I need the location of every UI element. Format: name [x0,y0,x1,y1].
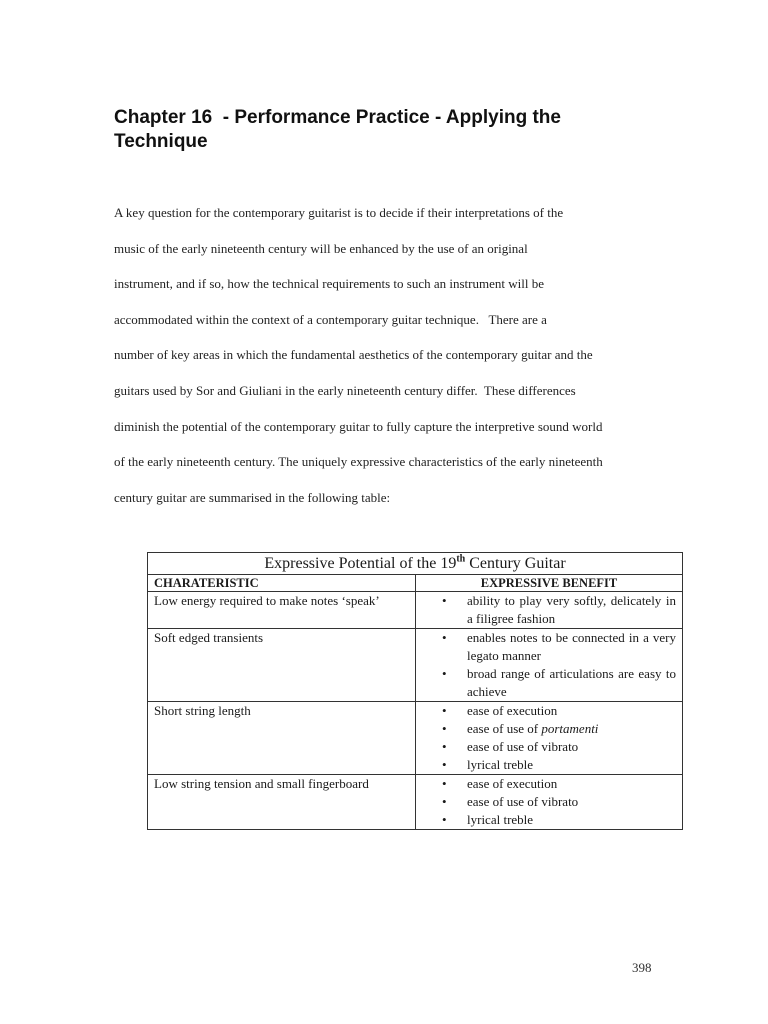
benefit-cell [416,629,683,702]
page-number: 398 [632,960,652,975]
table-row [148,629,683,702]
paragraph-line: music of the early nineteenth century will be enhanced by the use of an original [114,240,528,256]
benefit-list [422,702,676,774]
column-header-characteristic: CHARATERISTIC [148,575,416,592]
chapter-heading [114,106,674,154]
benefit-list [422,629,676,701]
benefit-item: • ability to play very softly, delicately in a filigree fashion [442,593,677,626]
bullet-icon: • [442,666,447,681]
benefit-cell [416,592,683,629]
paragraph-line: guitars used by Sor and Giuliani in the early nineteenth century differ. These differences [114,382,576,398]
benefit-item: • ease of execution [442,703,558,718]
table-header-row [148,575,683,592]
bullet-icon: • [442,794,447,809]
benefit-item: • ease of use of vibrato [442,739,579,754]
table-row [148,592,683,629]
characteristic-cell: Low energy required to make notes ‘speak’ [148,592,416,629]
bullet-icon: • [442,757,447,772]
benefit-cell [416,702,683,775]
benefit-list [422,592,676,628]
expressive-potential-table [147,552,683,830]
benefit-item: • ease of execution [442,776,558,791]
paragraph-line: of the early nineteenth century. The uniquely expressive characteristics of the early nineteenth [114,454,603,470]
paragraph-line: century guitar are summarised in the following table: [114,489,391,505]
benefit-list [422,775,676,829]
benefit-item: • broad range of articulations are easy to achieve [442,666,677,699]
paragraph-line: number of key areas in which the fundamental aesthetics of the contemporary guitar and the [114,347,593,363]
benefit-cell [416,775,683,830]
bullet-icon: • [442,776,447,791]
bullet-icon: • [442,630,447,645]
bullet-icon: • [442,703,447,718]
column-header-expressive-benefit: EXPRESSIVE BENEFIT [416,575,683,592]
benefit-item: • ease of use of portamenti [442,721,599,736]
table-title-text-end: Century Guitar [465,555,566,572]
table-title-text: Expressive Potential of the 19 [264,555,457,572]
benefit-item: • enables notes to be connected in a very legato manner [442,630,677,663]
table-title-superscript: th [456,553,466,565]
paragraph-line: A key question for the contemporary guitarist is to decide if their interpretations of the [114,205,564,220]
table-title-row [148,553,683,575]
chapter-heading-line-2: Technique [114,131,208,152]
characteristic-cell: Short string length [148,702,416,775]
paragraph-line: diminish the potential of the contemporary guitar to fully capture the interpretive sound world [114,418,603,434]
bullet-icon: • [442,739,447,754]
benefit-item: • ease of use of vibrato [442,794,579,809]
body-paragraph [114,195,654,515]
italic-term: portamenti [541,721,599,736]
characteristic-cell: Soft edged transients [148,629,416,702]
table-row [148,702,683,775]
characteristic-cell: Low string tension and small fingerboard [148,775,416,830]
bullet-icon: • [442,721,447,736]
paragraph-line: accommodated within the context of a contemporary guitar technique. There are a [114,311,547,327]
chapter-heading-line-1: Chapter 16 - Performance Practice - Applying the [114,107,561,128]
table-row [148,775,683,830]
bullet-icon: • [442,812,447,827]
table-title [148,553,683,575]
paragraph-line: instrument, and if so, how the technical requirements to such an instrument will be [114,276,544,292]
benefit-item: • lyrical treble [442,757,534,772]
bullet-icon: • [442,593,447,608]
benefit-item: • lyrical treble [442,812,534,827]
